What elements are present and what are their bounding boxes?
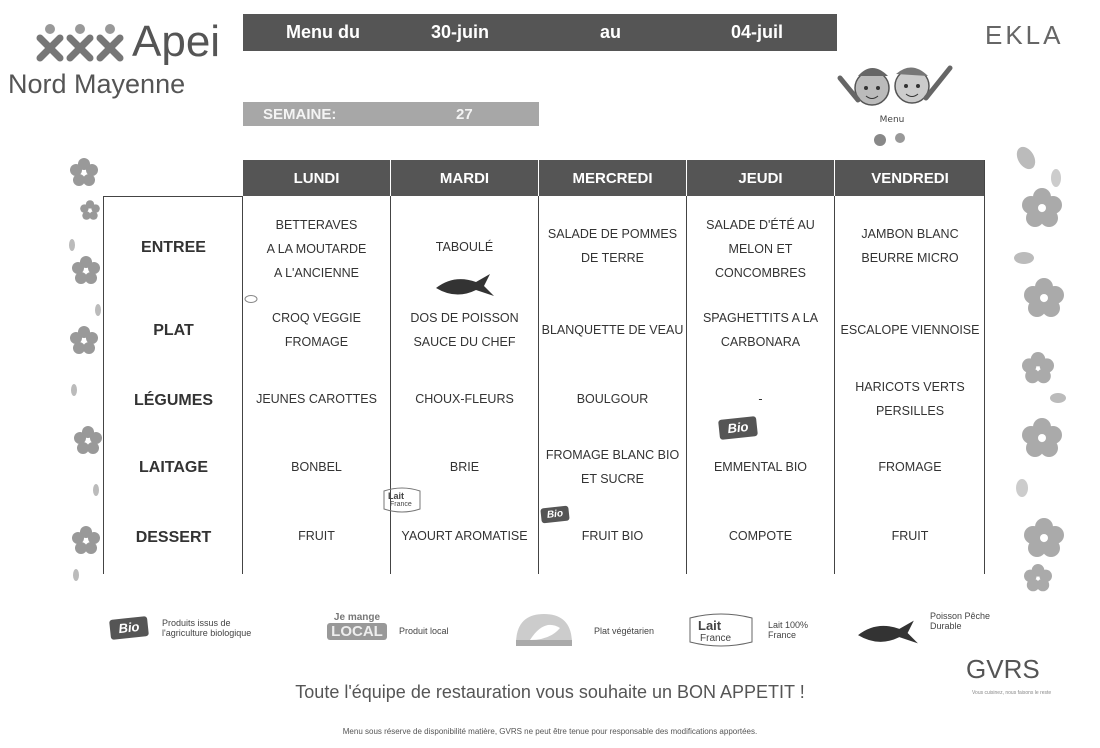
cell-text: EMMENTAL BIO	[713, 460, 808, 474]
menu-du-label: Menu du	[286, 22, 360, 42]
logo-subtitle: Nord Mayenne	[8, 69, 186, 99]
cell-text: SALADE D'ÉTÉ AU MELON ET CONCOMBRES	[706, 218, 815, 280]
day-header-jeudi: JEUDI	[687, 160, 834, 196]
menu-cell	[539, 437, 686, 497]
cell-text: TABOULÉ	[435, 240, 494, 254]
cell-text: -	[758, 392, 763, 406]
menu-cell	[243, 452, 390, 482]
cell-text: BONBEL	[291, 460, 342, 474]
cell-text: FROMAGE BLANC BIO ET SUCRE	[545, 448, 680, 486]
cell-text: YAOURT AROMATISE	[401, 529, 528, 543]
day-header-lundi: LUNDI	[243, 160, 390, 196]
left-flower-border	[62, 150, 106, 590]
veggie-leaf-icon	[244, 294, 258, 304]
menu-cell	[243, 384, 390, 414]
bon-appetit-message: Toute l'équipe de restauration vous souhaite un BON APPETIT !	[295, 682, 805, 702]
legend-bio-line-1: Produits issus de	[162, 618, 231, 628]
menu-cell	[835, 521, 985, 551]
menu-cell	[391, 384, 538, 414]
cell-text: JEUNES CAROTTES	[256, 392, 377, 406]
row-label-laitage: LAITAGE	[138, 459, 209, 476]
menu-date-bar	[243, 14, 837, 51]
gvrs-tagline: Vous cuisinez, nous faisons le reste	[972, 690, 1052, 696]
menu-cell	[539, 521, 686, 551]
row-label-entree: ENTREE	[141, 239, 206, 256]
date-end: 04-juil	[731, 22, 784, 42]
menu-cell	[391, 521, 538, 551]
cell-text: ESCALOPE VIENNOISE	[840, 323, 980, 337]
legend-poisson-line-1: Poisson Pêche	[930, 611, 991, 621]
bio-badge: Bio	[540, 506, 569, 524]
legend-poisson-line-2: Durable	[930, 621, 962, 631]
menu-cell	[243, 206, 390, 292]
gvrs-logo: GVRS	[966, 654, 1040, 684]
menu-cell	[243, 521, 390, 551]
cell-text: BOULGOUR	[576, 392, 649, 406]
cell-text: BETTERAVES A LA MOUTARDE A L'ANCIENNE	[266, 218, 367, 280]
menu-cell	[391, 300, 538, 360]
menu-cell	[539, 315, 686, 345]
week-number: 27	[456, 106, 473, 123]
cell-text: BLANQUETTE DE VEAU	[541, 323, 684, 337]
kids-menu-label: Menu	[879, 115, 905, 125]
cell-text: DOS DE POISSON SAUCE DU CHEF	[410, 311, 519, 349]
legend-local-badge	[326, 612, 388, 640]
legend-bio-line-2: l'agriculture biologique	[162, 628, 252, 638]
menu-cell	[835, 216, 985, 276]
menu-cell	[687, 384, 834, 414]
legend-lait-badge	[686, 612, 756, 648]
right-flower-border	[1008, 138, 1070, 598]
row-label-legumes: LÉGUMES	[133, 392, 214, 409]
legend-lait-text	[768, 620, 808, 640]
legend-lait-line-1: Lait 100%	[768, 620, 809, 630]
legend-lait-france-label: France	[700, 633, 732, 644]
cell-text: FROMAGE	[878, 460, 942, 474]
grid-left-line	[103, 196, 104, 574]
legend-bio-badge: Bio	[109, 616, 149, 640]
cell-text: HARICOTS VERTS PERSILLES	[855, 380, 965, 418]
lait-france-label: France	[390, 501, 412, 508]
menu-cell	[687, 206, 834, 292]
kids-menu-illustration	[830, 58, 960, 150]
cell-text: FRUIT BIO	[581, 529, 644, 543]
menu-cell	[835, 369, 985, 429]
legend-local-box: LOCAL	[327, 623, 387, 640]
week-bar	[243, 102, 539, 126]
cell-text: CHOUX-FLEURS	[415, 392, 514, 406]
cell-text: SPAGHETTITS A LA CARBONARA	[702, 311, 819, 349]
cell-text: FRUIT	[298, 529, 335, 543]
cell-text: FRUIT	[891, 529, 929, 543]
vegetarian-icon	[510, 610, 578, 648]
lait-france-badge	[380, 487, 424, 513]
cell-text: CROQ VEGGIE FROMAGE	[272, 311, 361, 349]
fish-icon	[434, 272, 496, 300]
menu-cell	[391, 452, 538, 482]
week-label: SEMAINE:	[263, 106, 337, 123]
apei-logo-icon	[36, 22, 124, 62]
cell-text: BRIE	[449, 460, 480, 474]
bio-badge: Bio	[718, 416, 758, 440]
legend-poisson-text	[930, 611, 990, 631]
menu-cell	[835, 452, 985, 482]
menu-cell	[539, 384, 686, 414]
menu-cell	[539, 216, 686, 276]
cell-text: COMPOTE	[728, 529, 793, 543]
legend-bio-text	[162, 618, 251, 638]
day-header-vendredi: VENDREDI	[835, 160, 985, 196]
day-header-mardi: MARDI	[391, 160, 538, 196]
lait-label: Lait	[388, 491, 405, 501]
disclaimer: Menu sous réserve de disponibilité matière, GVRS ne peut être tenue pour responsable des modifications apportées.	[342, 727, 758, 736]
logo-name: Apei	[132, 17, 221, 66]
legend-fish-icon	[856, 618, 920, 648]
menu-cell	[391, 232, 538, 262]
menu-cell	[687, 300, 834, 360]
grid-top-line	[103, 196, 243, 197]
menu-cell	[243, 300, 390, 360]
cell-text: JAMBON BLANC BEURRE MICRO	[861, 227, 959, 265]
legend-veg-text: Plat végétarien	[594, 626, 655, 636]
menu-cell	[687, 521, 834, 551]
row-label-dessert: DESSERT	[135, 529, 212, 546]
ekla-logo: EKLA	[985, 20, 1064, 50]
au-label: au	[600, 22, 622, 42]
legend-local-text: Produit local	[399, 626, 449, 636]
menu-cell	[687, 452, 834, 482]
row-label-plat: PLAT	[153, 322, 194, 339]
cell-text: SALADE DE POMMES DE TERRE	[547, 227, 678, 265]
legend-lait-label: Lait	[698, 618, 722, 633]
legend-local-top: Je mange	[333, 612, 381, 623]
date-start: 30-juin	[431, 22, 490, 42]
menu-cell	[835, 315, 985, 345]
day-header-mercredi: MERCREDI	[539, 160, 686, 196]
legend-lait-line-2: France	[768, 630, 797, 640]
